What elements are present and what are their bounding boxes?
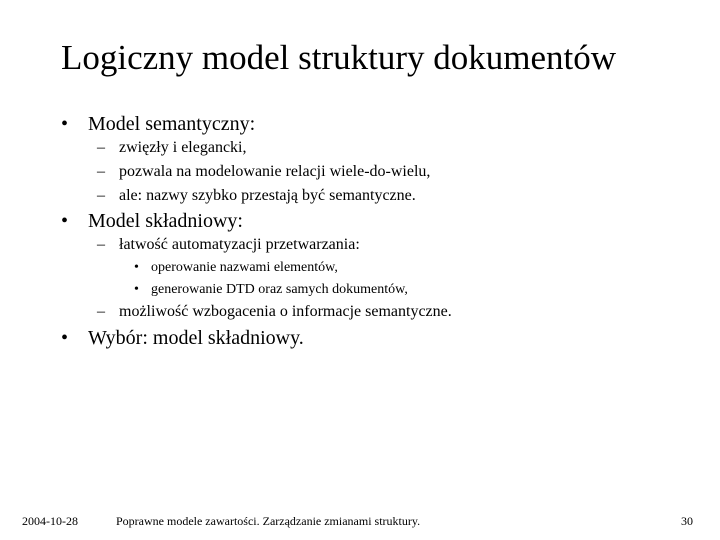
sub-item-text: zwięzły i elegancki, <box>119 139 247 156</box>
small-bullet-marker: • <box>134 282 139 297</box>
bullet-text: Model semantyczny: <box>88 113 256 135</box>
bullet-marker: • <box>61 210 69 232</box>
footer-date: 2004-10-28 <box>22 514 78 528</box>
dash-marker: – <box>97 187 105 204</box>
dash-marker: – <box>97 163 105 180</box>
dash-marker: – <box>97 303 105 320</box>
bullet-text: Model składniowy: <box>88 210 243 232</box>
sub-item-text: pozwala na modelowanie relacji wiele-do-wielu, <box>119 163 431 180</box>
small-bullet-marker: • <box>134 260 139 275</box>
dash-marker: – <box>97 139 105 156</box>
sub-item-text: możliwość wzbogacenia o informacje semantyczne. <box>119 303 452 320</box>
dash-marker: – <box>97 236 105 253</box>
footer-page-number: 30 <box>681 514 693 528</box>
subsub-item-text: operowanie nazwami elementów, <box>151 260 338 275</box>
sub-item-text: ale: nazwy szybko przestają być semantyczne. <box>119 187 416 204</box>
bullet-marker: • <box>61 327 69 349</box>
sub-item-text: łatwość automatyzacji przetwarzania: <box>119 236 360 253</box>
footer-title: Poprawne modele zawartości. Zarządzanie zmianami struktury. <box>116 514 421 528</box>
bullet-marker: • <box>61 113 69 135</box>
slide-title: Logiczny model struktury dokumentów <box>61 38 617 77</box>
subsub-item-text: generowanie DTD oraz samych dokumentów, <box>151 282 408 297</box>
bullet-text: Wybór: model składniowy. <box>88 327 304 349</box>
